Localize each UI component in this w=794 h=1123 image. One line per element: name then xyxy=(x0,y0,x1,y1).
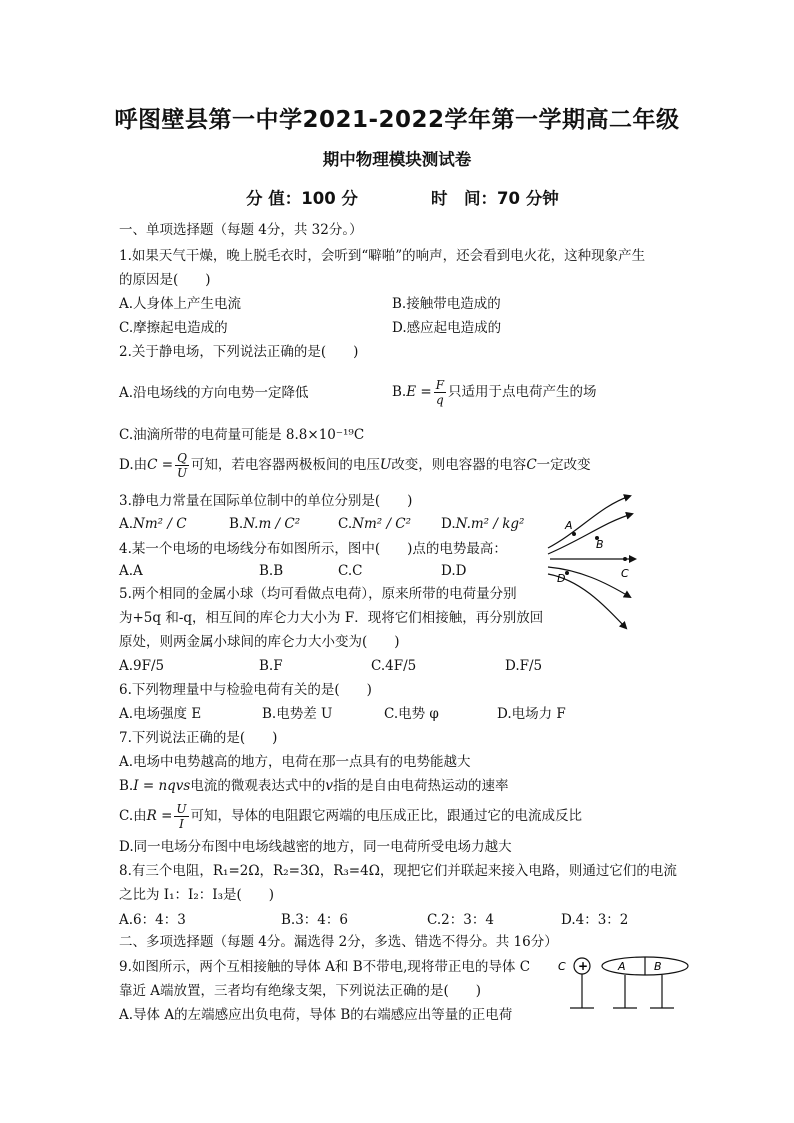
plus-sign: + xyxy=(578,959,589,973)
q7-c-end: 可知，导体的电阻跟它两端的电压成正比，跟通过它的电流成反比 xyxy=(190,808,583,824)
q2-option-a: A.沿电场线的方向电势一定降低 xyxy=(119,385,309,401)
point-d-dot xyxy=(565,571,569,575)
q2-d-fraction xyxy=(175,451,189,480)
q7-option-d: D.同一电场分布图中电场线越密的地方，同一电荷所受电场力越大 xyxy=(119,839,512,855)
q2-b-numerator: F xyxy=(435,378,445,392)
q5-stem-line3: 原处，则两金属小球间的库仑力大小变为( ) xyxy=(119,634,400,650)
q6-stem: 6.下列物理量中与检验电荷有关的是( ) xyxy=(119,682,372,698)
q7-b-mid: 电流的微观表达式中的 xyxy=(190,778,326,794)
q5-option-c: C.4F/5 xyxy=(371,658,417,674)
q2-d-end: 一定改变 xyxy=(536,457,591,473)
q3-option-c xyxy=(338,515,411,533)
q7-c-prefix: C.由 xyxy=(119,808,147,824)
point-d-label: D xyxy=(557,572,566,585)
q1-option-c: C.摩擦起电造成的 xyxy=(119,320,228,336)
q4-option-d: D.D xyxy=(441,563,467,579)
q5-option-a: A.9F/5 xyxy=(119,658,165,674)
q2-b-suffix: 只适用于点电荷产生的场 xyxy=(448,384,597,400)
q5-option-b: B.F xyxy=(259,658,283,674)
q3-stem: 3.静电力常量在国际单位制中的单位分别是( ) xyxy=(119,493,413,509)
q1-stem-line2: 的原因是( ) xyxy=(119,272,211,288)
q3-option-a xyxy=(119,515,187,533)
q5-stem-line1: 5.两个相同的金属小球（均可看做点电荷），原来所带的电荷量分别 xyxy=(119,586,517,602)
q3-option-b xyxy=(229,515,300,533)
point-c-label: C xyxy=(621,567,629,580)
q8-stem-line1: 8.有三个电阻，R₁=2Ω，R₂=3Ω，R₃=4Ω，现把它们并联起来接入电路，则通过它们的电流 xyxy=(119,863,677,879)
q5-stem-line2: 为+5q 和-q，相互间的库仑力大小为 F．现将它们相接触，再分别放回 xyxy=(119,610,544,626)
q3-c-label: C. xyxy=(338,516,353,532)
q1-stem-line1: 1.如果天气干燥，晚上脱毛衣时，会听到“噼啪”的响声，还会看到电火花，这种现象产生 xyxy=(119,248,646,264)
q2-b-formula-lhs: E = xyxy=(406,384,432,400)
q2-option-c: C.油滴所带的电荷量可能是 8.8×10⁻¹⁹C xyxy=(119,427,365,443)
charge-c-label: C xyxy=(558,960,566,973)
q8-option-c: C.2：3：4 xyxy=(427,912,494,928)
q9-stem-line2: 靠近 A端放置，三者均有绝缘支架，下列说法正确的是( ) xyxy=(119,983,482,999)
q7-b-var: v xyxy=(325,778,333,794)
q6-option-d: D.电场力 F xyxy=(497,706,566,722)
score-label: 分 值：100 分 xyxy=(246,189,358,208)
electric-field-figure xyxy=(540,486,640,631)
q3-a-unit: Nm² / C xyxy=(133,516,187,532)
q8-stem-line2: 之比为 I₁：I₂：I₃是( ) xyxy=(119,887,275,903)
q2-d-mid: 可知，若电容器两极板间的电压 xyxy=(190,457,380,473)
q3-b-unit: N.m / C² xyxy=(243,516,301,532)
q7-option-c xyxy=(119,799,582,833)
q2-b-prefix: B. xyxy=(392,384,407,400)
q3-c-unit: Nm² / C² xyxy=(352,516,412,532)
exam-title: 呼图壁县第一中学2021-2022学年第一学期高二年级 xyxy=(114,107,680,133)
q7-option-b xyxy=(119,777,508,795)
point-b-label: B xyxy=(596,538,604,551)
q3-d-unit: N.m² / kg² xyxy=(455,516,525,532)
q7-b-prefix: B. xyxy=(119,778,134,794)
exam-subtitle: 期中物理模块测试卷 xyxy=(322,150,472,169)
q1-option-a: A.人身体上产生电流 xyxy=(119,296,242,312)
time-label: 时 间：70 分钟 xyxy=(431,189,559,208)
q3-b-label: B. xyxy=(229,516,244,532)
q2-d-formula-lhs: C = xyxy=(147,457,174,473)
section2-heading: 二、多项选择题（每题 4分。漏选得 2分，多选、错选不得分。共 16分） xyxy=(119,934,558,950)
q5-option-d: D.F/5 xyxy=(505,658,543,674)
q6-option-a: A.电场强度 E xyxy=(119,706,202,722)
q7-c-fraction xyxy=(174,802,188,831)
q4-option-a: A.A xyxy=(119,563,143,579)
q4-option-c: C.C xyxy=(338,563,363,579)
field-line-2 xyxy=(548,514,632,554)
conductor-a-label: A xyxy=(618,960,626,973)
q1-option-b: B.接触带电造成的 xyxy=(392,296,501,312)
q6-option-b: B.电势差 U xyxy=(262,706,333,722)
q8-option-b: B.3：4：6 xyxy=(281,912,348,928)
q8-option-a: A.6：4：3 xyxy=(119,912,186,928)
conductors-figure xyxy=(550,952,695,1014)
q7-stem: 7.下列说法正确的是( ) xyxy=(119,730,278,746)
point-a-dot xyxy=(572,532,576,536)
q2-d-numerator: Q xyxy=(177,451,187,465)
q2-option-d xyxy=(119,448,591,482)
q8-option-d: D.4：3：2 xyxy=(561,912,629,928)
q2-d-prefix: D.由 xyxy=(119,457,148,473)
q2-b-denominator: q xyxy=(436,393,444,407)
q7-c-numerator: U xyxy=(176,802,187,816)
section1-heading: 一、单项选择题（每题 4分，共 32分。） xyxy=(119,222,363,238)
q2-b-fraction xyxy=(434,378,446,407)
q7-b-end: 指的是自由电荷热运动的速率 xyxy=(332,778,509,794)
q9-option-a: A.导体 A的左端感应出负电荷，导体 B的右端感应出等量的正电荷 xyxy=(119,1007,513,1023)
q4-option-b: B.B xyxy=(259,563,284,579)
field-line-1 xyxy=(548,496,630,548)
q7-c-formula-lhs: R = xyxy=(146,808,173,824)
q3-option-d xyxy=(441,515,524,533)
q2-stem: 2.关于静电场，下列说法正确的是( ) xyxy=(119,344,359,360)
q9-stem-line1: 9.如图所示，两个互相接触的导体 A和 B不带电,现将带正电的导体 C xyxy=(119,959,531,975)
q2-option-b xyxy=(392,374,597,410)
q3-d-label: D. xyxy=(441,516,456,532)
q2-d-denominator: U xyxy=(176,466,188,480)
point-c-dot xyxy=(623,557,627,561)
q1-option-d: D.感应起电造成的 xyxy=(392,320,502,336)
q2-d-mid2: 改变，则电容器的电容 xyxy=(391,457,527,473)
q2-d-var-c: C xyxy=(526,457,537,473)
q4-stem: 4.某一个电场的电场线分布如图所示，图中( )点的电势最高： xyxy=(119,541,507,557)
q7-c-denominator: I xyxy=(179,817,184,831)
q7-b-formula: I = nqvs xyxy=(133,778,191,794)
q7-option-a: A.电场中电势越高的地方，电荷在那一点具有的电势能越大 xyxy=(119,754,471,770)
q6-option-c: C.电势 φ xyxy=(384,706,439,722)
q2-d-var-u: U xyxy=(379,457,392,473)
point-a-label: A xyxy=(565,519,573,532)
conductor-b-label: B xyxy=(654,960,662,973)
q3-a-label: A. xyxy=(119,516,134,532)
